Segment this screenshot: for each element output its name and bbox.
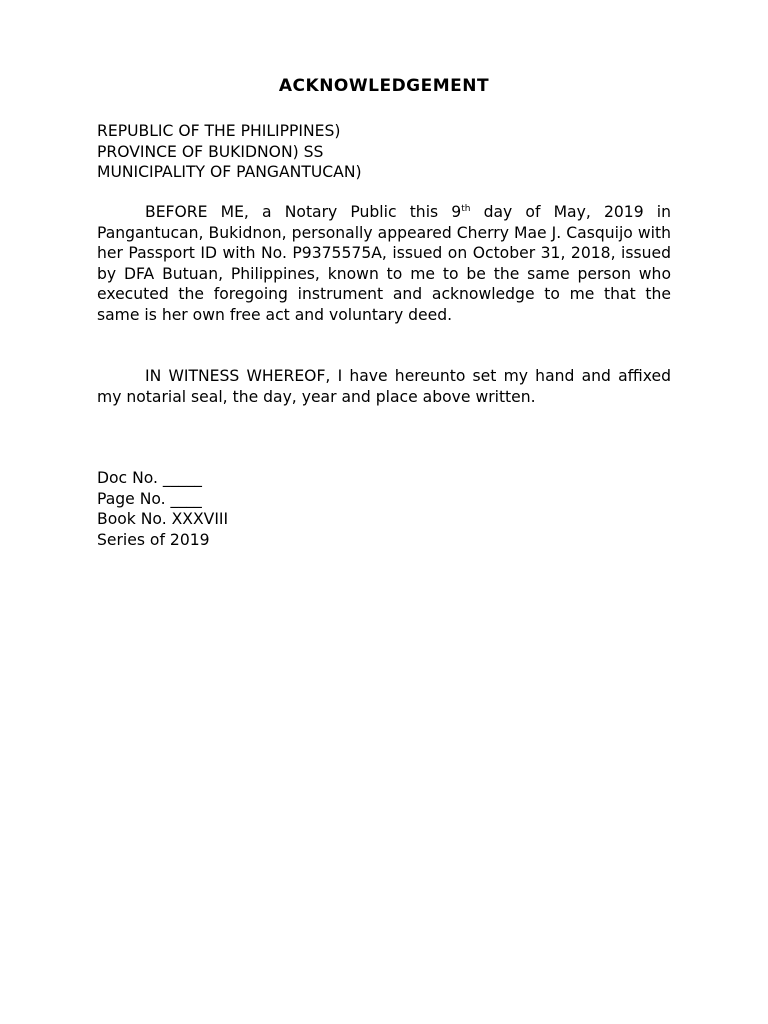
document-title: ACKNOWLEDGEMENT (278, 76, 490, 96)
venue-line-republic: REPUBLIC OF THE PHILIPPINES) (97, 122, 341, 140)
book-number: Book No. XXXVIII (97, 510, 229, 528)
venue-block (97, 121, 671, 183)
series-year: Series of 2019 (97, 530, 210, 549)
doc-number: Doc No. _____ (97, 469, 202, 487)
venue-line-province: PROVINCE OF BUKIDNON) SS (97, 142, 324, 161)
paragraph-text-before: BEFORE ME, a Notary Public this 9 (145, 203, 462, 221)
paragraph-text-after: day of May, 2019 in Pangantucan, Bukidnon, personally appeared Cherry Mae J. Casquijo with her Passport ID with No. P9375575A, issued on October 31, 2018, issued by DFA Butuan, Philippines, known to me to be the same person who executed the foregoing instrument and acknowledge to me that the same is her own free act and voluntary deed. (97, 203, 671, 324)
registry-block (97, 468, 671, 550)
acknowledgement-paragraph (97, 202, 671, 325)
ordinal-suffix: th (461, 203, 471, 214)
venue-line-municipality: MUNICIPALITY OF PANGANTUCAN) (97, 163, 362, 181)
page-number: Page No. ____ (97, 489, 202, 508)
witness-paragraph: IN WITNESS WHEREOF, I have hereunto set my hand and affixed my notarial seal, the day, year and place above written. (97, 367, 671, 406)
